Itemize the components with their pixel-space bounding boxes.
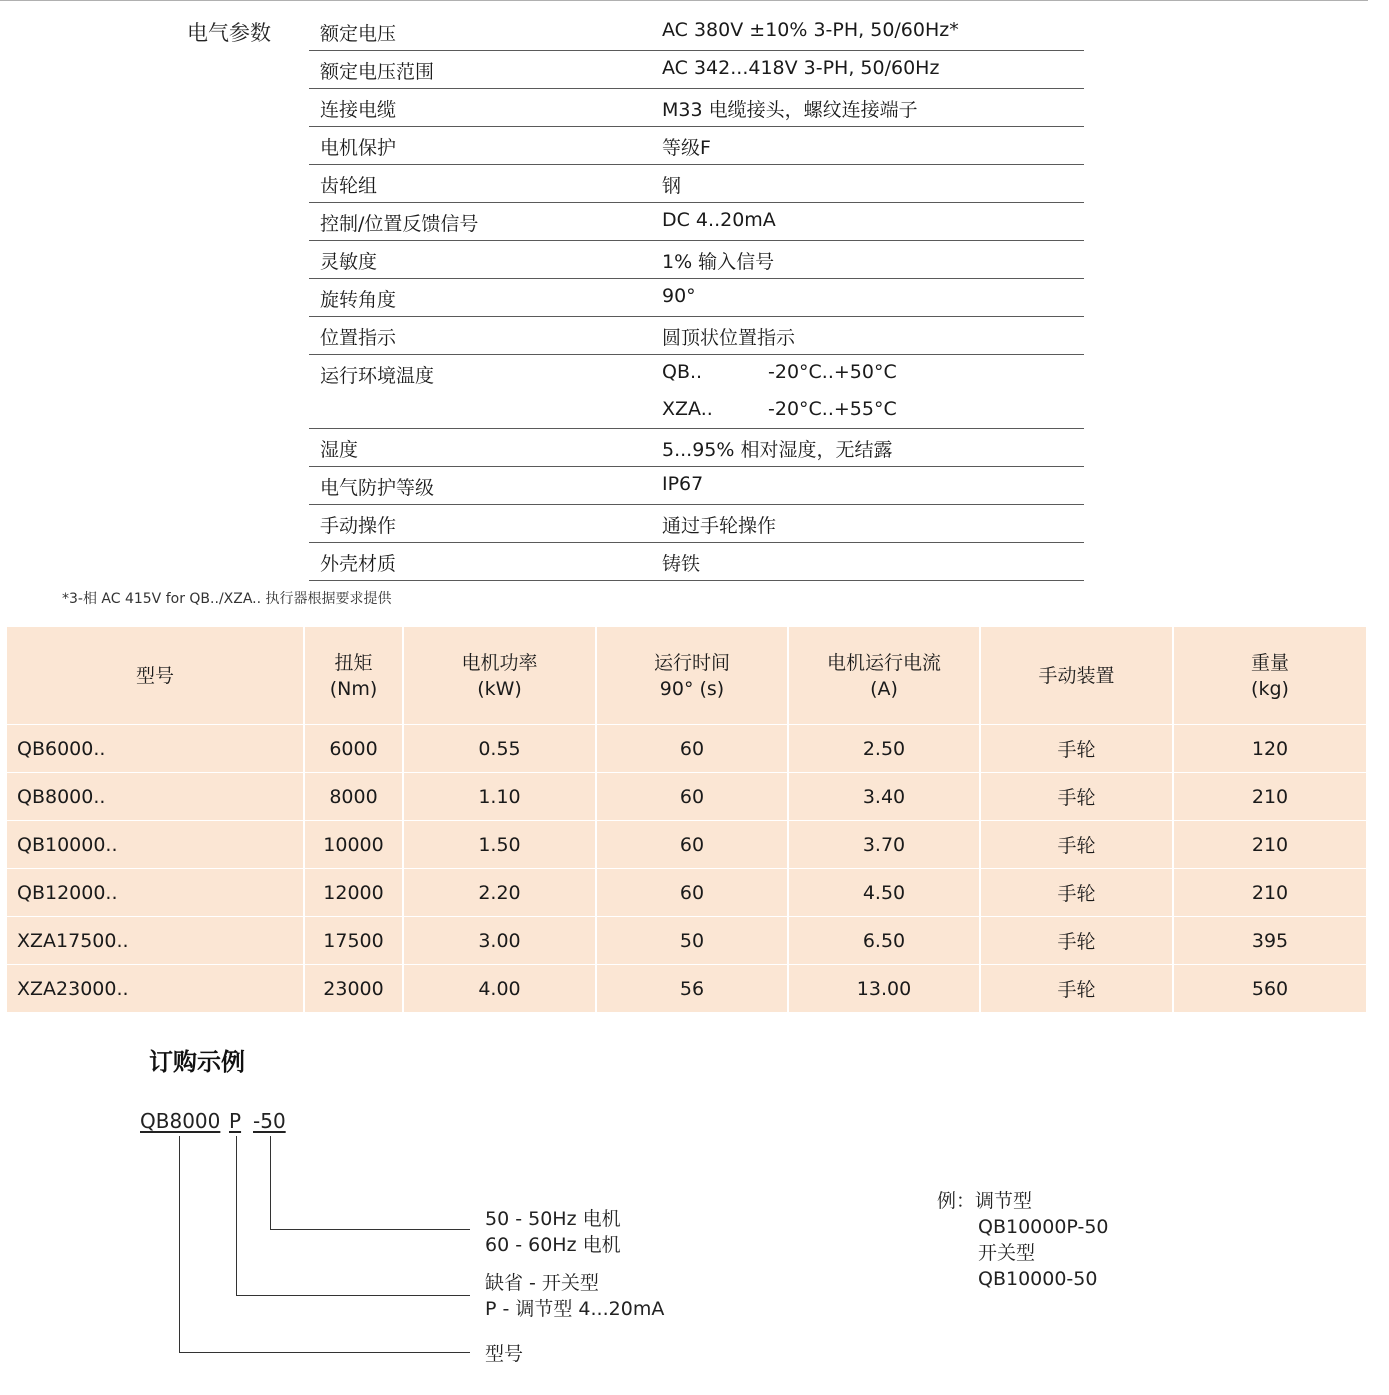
param-row (309, 13, 1084, 51)
table-row (7, 773, 1366, 821)
cell-weight: 210 (1173, 869, 1366, 917)
cell-torque: 23000 (304, 965, 403, 1013)
cell-run-time: 60 (596, 821, 788, 869)
code-part-frequency: -50 (253, 1109, 286, 1133)
code-part-model: QB8000 (140, 1109, 221, 1133)
header-model: 型号 (7, 627, 304, 725)
param-row (309, 89, 1084, 127)
cell-power: 2.20 (403, 869, 596, 917)
param-row (309, 543, 1084, 581)
temperature-range-xza (662, 398, 897, 420)
temperature-range: -20°C..+50°C (768, 361, 897, 383)
cell-run-time: 60 (596, 725, 788, 773)
param-value: AC 380V ±10% 3-PH, 50/60Hz* (662, 19, 959, 41)
cell-model: QB8000.. (7, 773, 304, 821)
param-row (309, 165, 1084, 203)
param-name: 额定电压 (320, 23, 397, 45)
legend-type (485, 1270, 664, 1322)
param-name: 电机保护 (320, 137, 397, 159)
param-row (309, 279, 1084, 317)
cell-torque: 8000 (304, 773, 403, 821)
cell-manual-device: 手轮 (980, 821, 1173, 869)
connector-line-frequency-vertical (270, 1136, 271, 1230)
cell-model: XZA23000.. (7, 965, 304, 1013)
param-name: 灵敏度 (320, 251, 378, 273)
cell-manual-device: 手轮 (980, 725, 1173, 773)
example-line: QB10000-50 (978, 1268, 1098, 1290)
temperature-model: QB.. (662, 361, 703, 383)
header-motor-current: 电机运行电流 (A) (788, 627, 980, 725)
header-torque: 扭矩 (Nm) (304, 627, 403, 725)
cell-power: 1.50 (403, 821, 596, 869)
param-name: 位置指示 (320, 327, 397, 349)
code-part-type: P (229, 1109, 242, 1133)
table-header-row (7, 627, 1366, 725)
table-row (7, 965, 1366, 1013)
param-row (309, 317, 1084, 355)
cell-current: 2.50 (788, 725, 980, 773)
example-line: 调节型 (975, 1190, 1033, 1212)
table-row (7, 725, 1366, 773)
param-value: M33 电缆接头，螺纹连接端子 (662, 99, 918, 121)
param-row (309, 203, 1084, 241)
order-example (937, 1188, 1109, 1292)
cell-power: 4.00 (403, 965, 596, 1013)
table-row (7, 821, 1366, 869)
param-value: 钢 (662, 175, 682, 197)
param-row-ambient-temperature (309, 355, 1084, 429)
electrical-parameters-table (309, 13, 1084, 581)
param-row (309, 127, 1084, 165)
cell-model: QB10000.. (7, 821, 304, 869)
param-row (309, 241, 1084, 279)
cell-model: QB6000.. (7, 725, 304, 773)
param-value: 铸铁 (662, 553, 701, 575)
connector-line-model-vertical (179, 1136, 180, 1353)
legend-line: 50 - 50Hz 电机 (485, 1208, 621, 1230)
cell-run-time: 60 (596, 869, 788, 917)
param-value: 通过手轮操作 (662, 515, 777, 537)
cell-weight: 395 (1173, 917, 1366, 965)
cell-weight: 210 (1173, 821, 1366, 869)
table-row (7, 869, 1366, 917)
legend-model: 型号 (485, 1343, 524, 1365)
cell-manual-device: 手轮 (980, 773, 1173, 821)
connector-line-type-vertical (236, 1136, 237, 1296)
header-weight: 重量 (kg) (1173, 627, 1366, 725)
cell-current: 3.70 (788, 821, 980, 869)
legend-line: P - 调节型 4...20mA (485, 1298, 665, 1320)
cell-torque: 6000 (304, 725, 403, 773)
cell-weight: 210 (1173, 773, 1366, 821)
param-name: 手动操作 (320, 515, 397, 537)
legend-frequency (485, 1206, 621, 1258)
cell-torque: 12000 (304, 869, 403, 917)
top-rule (0, 0, 1368, 1)
cell-torque: 17500 (304, 917, 403, 965)
cell-manual-device: 手轮 (980, 965, 1173, 1013)
example-line: QB10000P-50 (978, 1216, 1109, 1238)
param-value: DC 4..20mA (662, 209, 776, 231)
header-motor-power: 电机功率 (kW) (403, 627, 596, 725)
cell-weight: 120 (1173, 725, 1366, 773)
param-name: 连接电缆 (320, 99, 397, 121)
cell-current: 6.50 (788, 917, 980, 965)
param-row (309, 467, 1084, 505)
cell-power: 1.10 (403, 773, 596, 821)
example-line: 开关型 (978, 1242, 1036, 1264)
cell-torque: 10000 (304, 821, 403, 869)
param-name: 控制/位置反馈信号 (320, 213, 479, 235)
section-title: 电气参数 (187, 21, 271, 45)
cell-run-time: 60 (596, 773, 788, 821)
param-value: 90° (662, 285, 696, 307)
cell-model: XZA17500.. (7, 917, 304, 965)
cell-model: QB12000.. (7, 869, 304, 917)
connector-line-type-horizontal (236, 1295, 470, 1296)
param-name: 电气防护等级 (320, 477, 435, 499)
temperature-range-qb (662, 361, 897, 383)
legend-line: 缺省 - 开关型 (485, 1272, 599, 1294)
cell-current: 13.00 (788, 965, 980, 1013)
temperature-model: XZA.. (662, 398, 713, 420)
header-run-time: 运行时间 90° (s) (596, 627, 788, 725)
param-value: 圆顶状位置指示 (662, 327, 796, 349)
cell-run-time: 50 (596, 917, 788, 965)
param-row (309, 505, 1084, 543)
table-row (7, 917, 1366, 965)
cell-manual-device: 手轮 (980, 917, 1173, 965)
param-name: 额定电压范围 (320, 61, 435, 83)
cell-current: 4.50 (788, 869, 980, 917)
footnote: *3-相 AC 415V for QB../XZA.. 执行器根据要求提供 (62, 591, 392, 607)
example-prefix: 例： (937, 1190, 976, 1212)
cell-weight: 560 (1173, 965, 1366, 1013)
param-row (309, 429, 1084, 467)
temperature-range: -20°C..+55°C (768, 398, 897, 420)
param-name: 齿轮组 (320, 175, 378, 197)
cell-power: 3.00 (403, 917, 596, 965)
param-name: 旋转角度 (320, 289, 397, 311)
cell-run-time: 56 (596, 965, 788, 1013)
model-table (7, 627, 1366, 1013)
param-name: 外壳材质 (320, 553, 397, 575)
connector-line-frequency-horizontal (270, 1229, 470, 1230)
cell-manual-device: 手轮 (980, 869, 1173, 917)
param-value: 5...95% 相对湿度，无结露 (662, 439, 893, 461)
connector-line-model-horizontal (179, 1352, 470, 1353)
header-manual-device: 手动装置 (980, 627, 1173, 725)
param-row (309, 51, 1084, 89)
cell-current: 3.40 (788, 773, 980, 821)
param-value: 等级F (662, 137, 711, 159)
cell-power: 0.55 (403, 725, 596, 773)
param-name: 运行环境温度 (320, 365, 435, 387)
legend-line: 60 - 60Hz 电机 (485, 1234, 621, 1256)
ordering-title: 订购示例 (149, 1048, 245, 1076)
param-value: AC 342...418V 3-PH, 50/60Hz (662, 57, 940, 79)
param-value: IP67 (662, 473, 704, 495)
param-value: 1% 输入信号 (662, 251, 775, 273)
param-name: 湿度 (320, 439, 359, 461)
